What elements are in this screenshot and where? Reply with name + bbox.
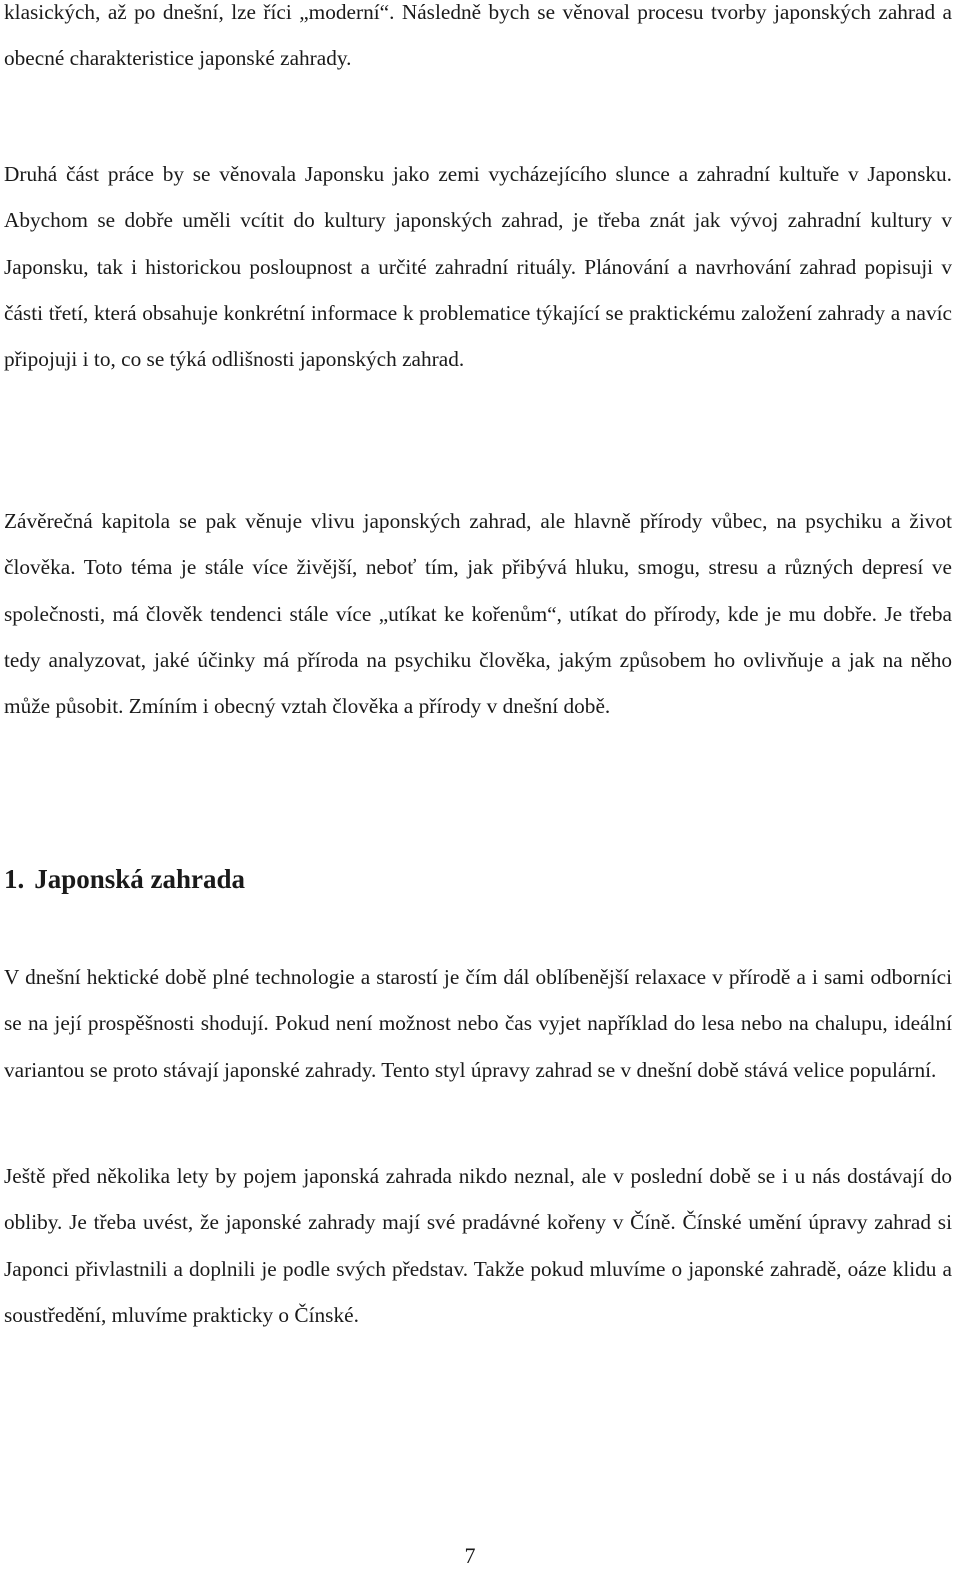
section-title: Japonská zahrada (34, 864, 246, 894)
section-number: 1. (4, 864, 25, 894)
paragraph-section-2: Ještě před několika lety by pojem japonská zahrada nikdo neznal, ale v poslední době se i u nás dostávají do obliby. Je třeba uvést, že japonské zahrady mají své pradávné kořeny v Číně. Čínské umění úpravy zahrad si Japonci přivlastnili a doplnili je podle svých představ. Takže pokud mluvíme o japonské zahradě, oáze klidu a soustředění, mluvíme prakticky o Čínské. (4, 1164, 952, 1327)
paragraph-second-part: Druhá část práce by se věnovala Japonsku jako zemi vycházejícího slunce a zahradní kultuře v Japonsku. Abychom se dobře uměli vcítit do kultury japonských zahrad, je třeba znát jak vývoj zahradní kultury v Japonsku, tak i historickou posloupnost a určité zahradní rituály. Plánování a navrhování zahrad popisuji v části třetí, která obsahuje konkrétní informace k problematice týkající se praktickému založení zahrady a navíc připojuji i to, co se týká odlišnosti japonských zahrad. (4, 162, 952, 372)
page-number: 7 (464, 1543, 476, 1568)
section-heading (4, 856, 245, 902)
paragraph-intro-continuation: klasických, až po dnešní, lze říci „moderní“. Následně bych se věnoval procesu tvorby japonských zahrad a obecné charakteristice japonské zahrady. (4, 0, 952, 71)
paragraph-final-chapter: Závěrečná kapitola se pak věnuje vlivu japonských zahrad, ale hlavně přírody vůbec, na psychiku a život člověka. Toto téma je stále více živější, neboť tím, jak přibývá hluku, smogu, stresu a různých depresí ve společnosti, má člověk tendenci stále více „utíkat ke kořenům“, utíkat do přírody, kde je mu dobře. Je třeba tedy analyzovat, jaké účinky má příroda na psychiku člověka, jakým způsobem ho ovlivňuje a jak na něho může působit. Zmíním i obecný vztah člověka a přírody v dnešní době. (4, 509, 952, 719)
paragraph-section-1: V dnešní hektické době plné technologie a starostí je čím dál oblíbenější relaxace v přírodě a i sami odborníci se na její prospěšnosti shodují. Pokud není možnost nebo čas vyjet například do lesa nebo na chalupu, ideální variantou se proto stávají japonské zahrady. Tento styl úpravy zahrad se v dnešní době stává velice populární. (4, 965, 952, 1082)
